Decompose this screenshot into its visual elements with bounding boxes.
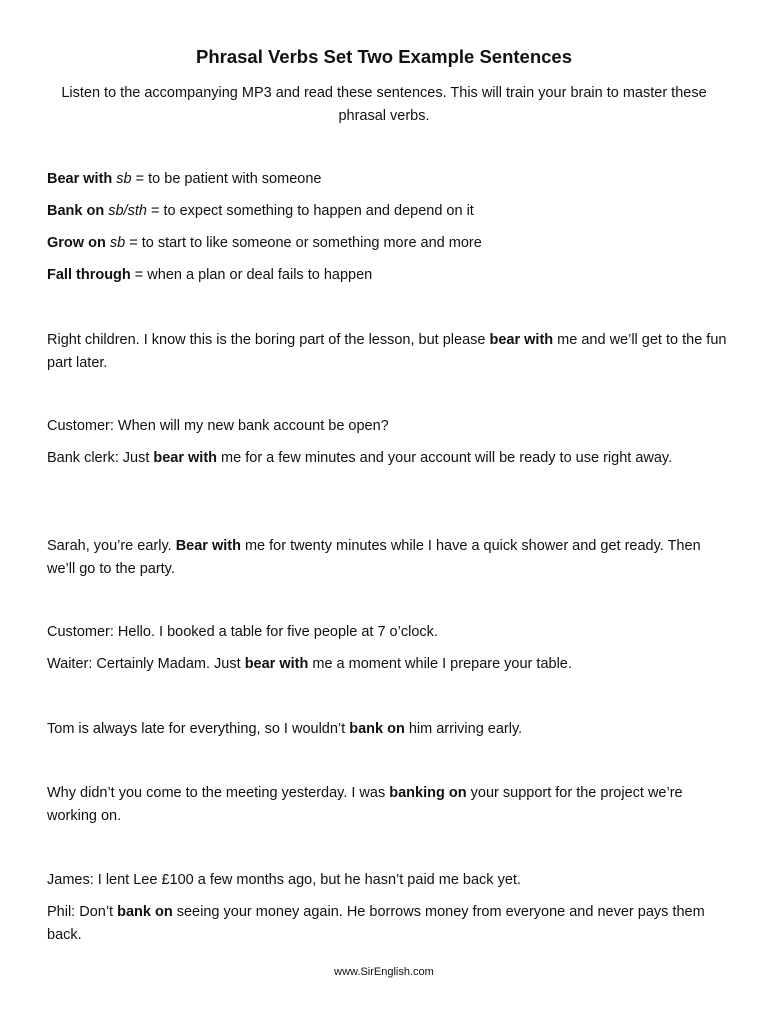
example-text-part: me a moment while I prepare your table. xyxy=(308,656,572,672)
highlighted-verb: bear with xyxy=(153,450,218,466)
verb-object: sb/sth xyxy=(108,203,147,219)
phrasal-verb: Grow on xyxy=(47,235,106,251)
dialog-line: James: I lent Lee £100 a few months ago, but he hasn’t paid me back yet. xyxy=(47,872,521,888)
example-text-part: me for twenty minutes while I have a quick shower and get ready. Then we’ll go to the party. xyxy=(47,538,701,577)
example-text-part: Waiter: Certainly Madam. Just xyxy=(47,656,245,672)
example-text-part: seeing your money again. He borrows money from everyone and never pays them back. xyxy=(47,904,705,943)
definition-meaning: = to be patient with someone xyxy=(131,171,322,187)
definition-item xyxy=(47,200,727,223)
dialog-line xyxy=(47,901,727,947)
example-text-part: your support for the project we’re working on. xyxy=(47,785,683,824)
footer-url: www.SirEnglish.com xyxy=(334,966,434,978)
example-paragraph xyxy=(47,718,727,741)
example-dialog xyxy=(47,415,727,470)
example-text-part: Right children. I know this is the boring part of the lesson, but please xyxy=(47,332,490,348)
definition-meaning: = when a plan or deal fails to happen xyxy=(130,267,373,283)
dialog-line: Customer: Hello. I booked a table for five people at 7 o’clock. xyxy=(47,624,438,640)
example-text-part: Why didn’t you come to the meeting yesterday. I was xyxy=(47,785,390,801)
phrasal-verb: Bear with xyxy=(47,171,113,187)
dialog-line: Customer: When will my new bank account be open? xyxy=(47,418,389,434)
definitions-list xyxy=(47,168,727,296)
highlighted-verb: banking on xyxy=(389,785,467,801)
verb-object: sb xyxy=(109,235,126,251)
example-text xyxy=(47,718,727,741)
highlighted-verb: bank on xyxy=(349,721,405,737)
example-text-part: me and we’ll get to the fun part later. xyxy=(47,332,727,371)
example-dialog xyxy=(47,869,727,947)
definition-item xyxy=(47,168,727,191)
highlighted-verb: bank on xyxy=(117,904,173,920)
dialog-line xyxy=(47,653,727,676)
phrasal-verb: Fall through xyxy=(47,267,131,283)
example-text-part: Sarah, you’re early. xyxy=(47,538,176,554)
intro-text: Listen to the accompanying MP3 and read these sentences. This will train your brain to master these phrasal verbs. xyxy=(61,85,707,124)
example-paragraph xyxy=(47,782,727,828)
definition-item xyxy=(47,232,727,255)
example-text-part: Phil: Don’t xyxy=(47,904,118,920)
example-text-part: me for a few minutes and your account will be ready to use right away. xyxy=(217,450,673,466)
example-paragraph xyxy=(47,535,727,581)
example-text-part: him arriving early. xyxy=(404,721,523,737)
definition-meaning: = to start to like someone or something more and more xyxy=(125,235,482,251)
page-title: Phrasal Verbs Set Two Example Sentences xyxy=(196,46,572,67)
example-text xyxy=(47,535,727,581)
example-text xyxy=(47,782,727,828)
highlighted-verb: bear with xyxy=(244,656,309,672)
example-text-part: Tom is always late for everything, so I wouldn’t xyxy=(47,721,350,737)
example-paragraph xyxy=(47,329,727,375)
highlighted-verb: bear with xyxy=(489,332,554,348)
example-text xyxy=(47,329,727,375)
definition-meaning: = to expect something to happen and depend on it xyxy=(146,203,474,219)
phrasal-verb: Bank on xyxy=(47,203,105,219)
example-text-part: Bank clerk: Just xyxy=(47,450,154,466)
dialog-line xyxy=(47,447,727,470)
highlighted-verb: Bear with xyxy=(175,538,241,554)
verb-object: sb xyxy=(116,171,132,187)
definition-item xyxy=(47,264,727,287)
example-dialog xyxy=(47,621,727,676)
